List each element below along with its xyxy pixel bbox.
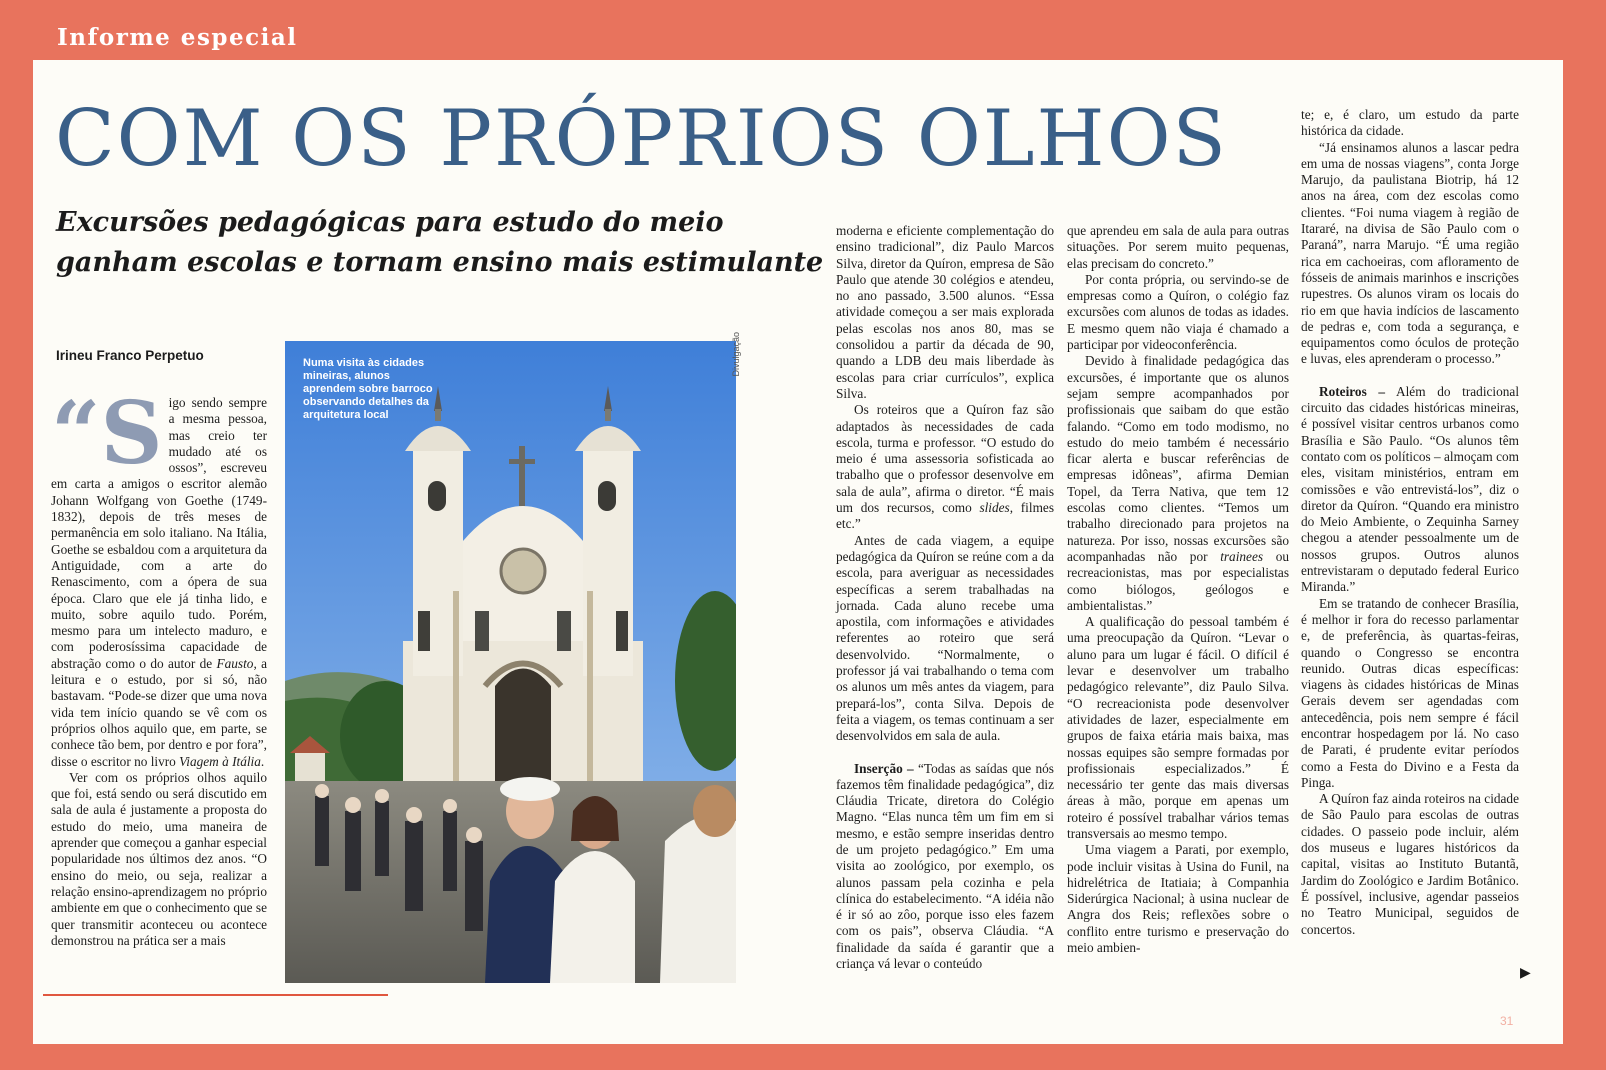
magazine-spread — [33, 60, 1563, 1044]
paragraph: Devido à finalidade pedagógica das excursões, é importante que os alunos sejam sempre acompanhados por profissionais que saibam do que estão falando. “Como em todo modismo, no estudo do meio também é necessário ficar alerta e buscar referências de empresas idôneas”, afirma Demian Topel, da Terra Nativa, que tem 12 escolas como clientes. “Temos um trabalho direcionado para projetos na natureza. Por isso, nossas excursões são acompanhadas não por trainees ou recreacionistas, mas por especialistas como biólogos, geólogos e ambientalistas.” — [1067, 353, 1289, 613]
article-column-1 — [51, 383, 267, 949]
page-number: 31 — [1500, 1014, 1514, 1028]
subheading-insercao: Inserção – — [854, 760, 914, 776]
paragraph: Uma viagem a Parati, por exemplo, pode incluir visitas à Usina do Funil, na hidrelétrica de Itatiaia; à Companhia Siderúrgica Nacional; à usina nuclear de Angra dos Reis; reflexões sobre o conflito entre turismo e preservação do meio ambien- — [1067, 842, 1289, 956]
paragraph: A Quíron faz ainda roteiros na cidade de São Paulo para escolas de outras cidades. O passeio pode incluir, além dos museus e lugares históricos da capital, visitas ao Instituto Butantã, Jardim do Zoológico e Jardim Botânico. É possível, inclusive, agendar passeios no Teatro Municipal, seguidos de concertos. — [1301, 791, 1519, 937]
paragraph: Roteiros – Além do tradicional circuito das cidades históricas mineiras, é possível visitar centros urbanos como Brasília e São Paulo. “Os alunos têm contato com os políticos – almoçam com eles, visitam ministérios, entram em comissões e vão entrevistá-los”, diz o diretor da Quíron. “Quando era ministro do Meio Ambiente, o Zequinha Sarney chegou a atender pessoalmente um de nossos grupos. Outros alunos entrevistaram o deputado federal Eurico Miranda.” — [1301, 383, 1520, 595]
paragraph: Antes de cada viagem, a equipe pedagógica da Quíron se reúne com a da escola, para averiguar as necessidades específicas a serem trabalhadas na jornada. Cada aluno recebe uma apostila, com informações e atividades referentes ao roteiro que será desenvolvido. “Normalmente, o professor já vai trabalhando o tema com os alunos um mês antes da viagem, para prepará-los”, conta Silva. Depois de feita a viagem, os temas continuam a ser desenvolvidos em sala de aula. — [836, 532, 1054, 744]
paragraph: Inserção – “Todas as saídas que nós fazemos têm finalidade pedagógica”, diz Cláudia Tricate, diretora do Colégio Magno. “Elas nunca têm um fim em si mesmo, e estão sempre inseridas dentro de um projeto pedagógico.” Em uma visita ao zoológico, por exemplo, os alunos passam pela cozinha e pela clínica do estabelecimento. “A idéia não é ir só ao zôo, porque isso eles fazem com os pais”, observa Cláudia. “A finalidade da saída é garantir que a criança vá levar o conteúdo — [836, 760, 1054, 972]
photo-caption: Numa visita às cidades mineiras, alunos aprendem sobre barroco observando detalhes da arquitetura local — [303, 357, 433, 421]
subheading-roteiros: Roteiros – — [1319, 383, 1386, 399]
drop-cap: “S — [51, 383, 163, 484]
subtitle-line-1: Excursões pedagógicas para estudo do meio — [56, 207, 724, 238]
paragraph: A qualificação do pessoal também é uma preocupação da Quíron. “Levar o aluno para um lugar é fácil. O difícil é levar e desenvolver um trabalho pedagógico relevante”, diz Paulo Silva. “O recreacionista pode desenvolver atividades de lazer, especialmente em grupos de faixa etária mais baixa, mas nossas equipes são sempre formadas por profissionais especializados.” É necessário ter gente das mais diversas áreas à mão, porque em apenas um roteiro é possível trabalhar vários temas transversais ao mesmo tempo. — [1067, 614, 1289, 841]
headline: COM OS PRÓPRIOS OLHOS — [55, 94, 1228, 184]
paragraph: Por conta própria, ou servindo-se de empresas como a Quíron, o colégio faz excursões com alunos de todas as idades. E mesmo quem não viaja é chamado a participar por videoconferência. — [1067, 271, 1289, 353]
church-photo-illustration — [285, 341, 736, 983]
paragraph: Em se tratando de conhecer Brasília, é melhor ir fora do recesso parlamentar e, de preferência, às quartas-feiras, quando o Congresso se encontra reunido. Outras dicas específicas: viagens às cidades históricas de Minas Gerais devem ser agendadas com antecedência, pois nem sempre é fácil encontrar hospedagem por lá. No caso de Parati, é prudente evitar períodos como a Festa do Divino e a Festa da Pinga. — [1301, 595, 1519, 790]
church-photo — [285, 341, 736, 983]
byline: Irineu Franco Perpetuo — [56, 348, 204, 363]
paragraph: Ver com os próprios olhos aquilo que foi, está sendo ou será discutido em sala de aula é justamente a proposta do estudo do meio, uma maneira de aprender que começou a ganhar especial popularidade nos últimos dez anos. “O ensino do meio, ou seja, realizar a relação ensino-aprendizagem no próprio ambiente em que o conhecimento que se quer transmitir aconteceu ou acontece demonstrou na prática ser a mais — [51, 769, 267, 948]
continue-arrow-icon: ▶ — [1520, 966, 1531, 981]
article-column-3 — [1067, 223, 1289, 956]
paragraph: “Já ensinamos alunos a lascar pedra em uma de nossas viagens”, conta Jorge Marujo, da paulistana Biotrip, há 12 anos na área, com dez escolas como clientes. “Foi numa viagem à região de Itararé, na divisa de São Paulo com o Paraná”, narra Marujo. “É uma região rica em cachoeiras, com afloramento de fósseis de animais marinhos e inscrições rupestres. Os alunos viram os locais do rio em que havia indícios de lascamento de pedras e, com toda a segurança, e equipamentos como óculos de proteção e luvas, eles aprenderam o processo.” — [1301, 139, 1519, 367]
subtitle — [56, 203, 823, 283]
photo-credit: Divulgação — [731, 332, 741, 377]
article-column-2 — [836, 223, 1054, 972]
article-column-4 — [1301, 107, 1519, 938]
paragraph: que aprendeu em sala de aula para outras situações. Por serem muito pequenas, elas precisam do concreto.” — [1067, 223, 1289, 271]
paragraph: “Sigo sendo sempre a mesma pessoa, mas creio ter mudado até os ossos”, escreveu em carta a amigos o escritor alemão Johann Wolfgang von Goethe (1749-1832), depois de três meses de permanência em solo italiano. Na Itália, Goethe se esbaldou com a arquitetura da Antiguidade, com a arte do Renascimento, com a ópera de sua época. Claro que ele já tinha lido, e muito, sobre aquilo tudo. Porém, mesmo para um intelecto maduro, e com poderosíssima capacidade de abstração como o do autor de Fausto, a leitura e o estudo, por si só, não bastavam. “Pode-se dizer que uma nova vida tem início quando se vê com os próprios olhos aquilo que, em parte, se conhece tão bem, por dentro e por fora”, disse o escritor no livro Viagem à Itália. — [51, 383, 267, 769]
paragraph: moderna e eficiente complementação do ensino tradicional”, diz Paulo Marcos Silva, diretor da Quíron, empresa de São Paulo que atende 30 colégios e atendeu, no ano passado, 3.500 alunos. “Essa atividade começou a ser mais explorada pelas escolas nos anos 80, mas se consolidou a partir da década de 90, quando a LDB deu mais liberdade às escolas para criar currículos”, explica Silva. — [836, 223, 1054, 401]
subtitle-line-2: ganham escolas e tornam ensino mais estimulante — [56, 247, 824, 278]
paragraph: Os roteiros que a Quíron faz são adaptados às necessidades de cada escola, turma e professor. “O estudo do meio é uma assessoria sofisticada ao trabalho que o professor desenvolve em sala de aula”, afirma o diretor. “É mais um dos recursos, como slides, filmes etc.” — [836, 402, 1054, 532]
bottom-rule — [43, 994, 388, 996]
paragraph: te; e, é claro, um estudo da parte histórica da cidade. — [1301, 107, 1519, 139]
section-label: Informe especial — [57, 24, 298, 51]
